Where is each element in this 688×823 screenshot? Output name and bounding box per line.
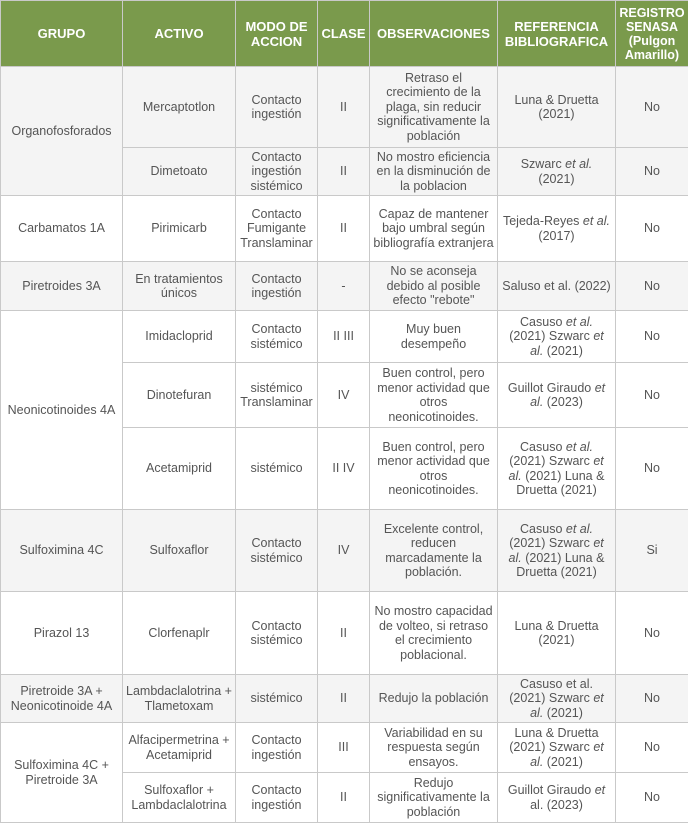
modo-cell: Contacto ingestión — [236, 773, 318, 823]
clase-cell: II — [318, 148, 370, 196]
registro-cell: No — [616, 428, 688, 510]
activo-cell: Sulfoxaflor — [123, 510, 236, 592]
registro-cell: No — [616, 773, 688, 823]
activo-cell: Imidacloprid — [123, 311, 236, 363]
clase-cell: II — [318, 196, 370, 262]
clase-cell: - — [318, 262, 370, 311]
header-grupo: GRUPO — [1, 1, 123, 67]
obs-cell: Capaz de mantener bajo umbral según bibliografía extranjera — [370, 196, 498, 262]
clase-cell: II III — [318, 311, 370, 363]
header-observaciones: OBSERVACIONES — [370, 1, 498, 67]
group-cell: Carbamatos 1A — [1, 196, 123, 262]
activo-cell: Clorfenaplr — [123, 592, 236, 675]
modo-cell: Contacto sistémico — [236, 311, 318, 363]
group-cell: Sulfoximina 4C — [1, 510, 123, 592]
modo-cell: sistémico Translaminar — [236, 363, 318, 428]
registro-cell: No — [616, 196, 688, 262]
registro-cell: No — [616, 148, 688, 196]
group-cell: Organofosforados — [1, 67, 123, 196]
activo-cell: Dinotefuran — [123, 363, 236, 428]
header-registro: REGISTRO SENASA (Pulgon Amarillo) — [616, 1, 688, 67]
activo-cell: En tratamientos únicos — [123, 262, 236, 311]
modo-cell: Contacto ingestión — [236, 723, 318, 773]
header-clase: CLASE — [318, 1, 370, 67]
table-row — [1, 723, 688, 773]
activo-cell: Alfacipermetrina + Acetamiprid — [123, 723, 236, 773]
obs-cell: No mostro capacidad de volteo, si retraso el crecimiento poblacional. — [370, 592, 498, 675]
ref-cell: Saluso et al. (2022) — [498, 262, 616, 311]
obs-cell: No mostro eficiencia en la disminución de la poblacion — [370, 148, 498, 196]
clase-cell: II — [318, 773, 370, 823]
group-cell: Piretroide 3A + Neonicotinoide 4A — [1, 675, 123, 723]
header-referencia: REFERENCIA BIBLIOGRAFICA — [498, 1, 616, 67]
ref-cell: Luna & Druetta (2021) — [498, 592, 616, 675]
obs-cell: Variabilidad en su respuesta según ensayos. — [370, 723, 498, 773]
obs-cell: No se aconseja debido al posible efecto "rebote" — [370, 262, 498, 311]
registro-cell: No — [616, 311, 688, 363]
ref-cell: Guillot Giraudo et al. (2023) — [498, 363, 616, 428]
obs-cell: Muy buen desempeño — [370, 311, 498, 363]
obs-cell: Buen control, pero menor actividad que otros neonicotinoides. — [370, 363, 498, 428]
group-cell: Pirazol 13 — [1, 592, 123, 675]
registro-cell: No — [616, 363, 688, 428]
table-row — [1, 262, 688, 311]
obs-cell: Excelente control, reducen marcadamente la población. — [370, 510, 498, 592]
clase-cell: IV — [318, 510, 370, 592]
ref-cell: Szwarc et al. (2021) — [498, 148, 616, 196]
clase-cell: IV — [318, 363, 370, 428]
activo-cell: Dimetoato — [123, 148, 236, 196]
obs-cell: Redujo la población — [370, 675, 498, 723]
header-modo: MODO DE ACCION — [236, 1, 318, 67]
modo-cell: Contacto Fumigante Translaminar — [236, 196, 318, 262]
activo-cell: Lambdaclalotrina + Tlametoxam — [123, 675, 236, 723]
ref-cell: Casuso et al. (2021) Szwarc et al. (2021) Luna & Druetta (2021) — [498, 428, 616, 510]
modo-cell: Contacto ingestión — [236, 67, 318, 148]
group-cell: Neonicotinoides 4A — [1, 311, 123, 510]
table-row — [1, 592, 688, 675]
modo-cell: sistémico — [236, 428, 318, 510]
obs-cell: Buen control, pero menor actividad que otros neonicotinoides. — [370, 428, 498, 510]
table-row — [1, 675, 688, 723]
ref-cell: Casuso et al. (2021) Szwarc et al. (2021) — [498, 311, 616, 363]
activo-cell: Acetamiprid — [123, 428, 236, 510]
modo-cell: sistémico — [236, 675, 318, 723]
modo-cell: Contacto sistémico — [236, 592, 318, 675]
registro-cell: No — [616, 723, 688, 773]
clase-cell: II IV — [318, 428, 370, 510]
obs-cell: Redujo significativamente la población — [370, 773, 498, 823]
registro-cell: No — [616, 262, 688, 311]
registro-cell: Si — [616, 510, 688, 592]
group-cell: Piretroides 3A — [1, 262, 123, 311]
clase-cell: II — [318, 592, 370, 675]
ref-cell: Casuso et al. (2021) Szwarc et al. (2021) Luna & Druetta (2021) — [498, 510, 616, 592]
activo-cell: Sulfoxaflor + Lambdaclalotrina — [123, 773, 236, 823]
registro-cell: No — [616, 592, 688, 675]
table-row — [1, 311, 688, 363]
ref-cell: Luna & Druetta (2021) — [498, 67, 616, 148]
table-row — [1, 67, 688, 148]
activo-cell: Pirimicarb — [123, 196, 236, 262]
clase-cell: III — [318, 723, 370, 773]
registro-cell: No — [616, 675, 688, 723]
modo-cell: Contacto ingestión — [236, 262, 318, 311]
modo-cell: Contacto ingestión sistémico — [236, 148, 318, 196]
modo-cell: Contacto sistémico — [236, 510, 318, 592]
registro-cell: No — [616, 67, 688, 148]
header-activo: ACTIVO — [123, 1, 236, 67]
activo-cell: Mercaptotlon — [123, 67, 236, 148]
obs-cell: Retraso el crecimiento de la plaga, sin reducir significativamente la población — [370, 67, 498, 148]
header-row — [1, 1, 688, 67]
ref-cell: Tejeda-Reyes et al. (2017) — [498, 196, 616, 262]
ref-cell: Guillot Giraudo et al. (2023) — [498, 773, 616, 823]
ref-cell: Luna & Druetta (2021) Szwarc et al. (2021) — [498, 723, 616, 773]
table-row — [1, 510, 688, 592]
clase-cell: II — [318, 675, 370, 723]
clase-cell: II — [318, 67, 370, 148]
group-cell: Sulfoximina 4C + Piretroide 3A — [1, 723, 123, 823]
ref-cell: Casuso et al. (2021) Szwarc et al. (2021) — [498, 675, 616, 723]
table-row — [1, 196, 688, 262]
